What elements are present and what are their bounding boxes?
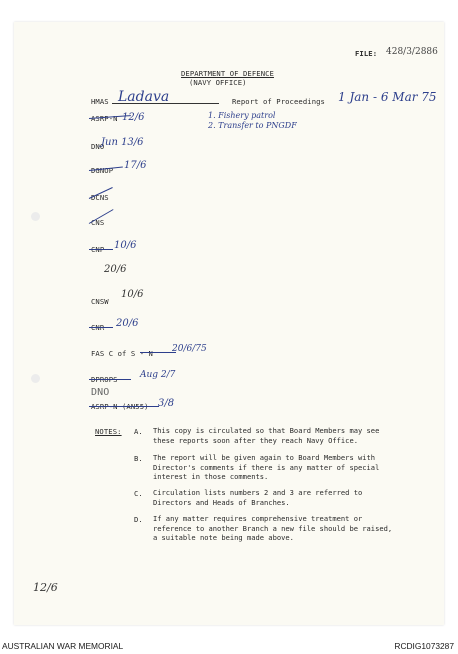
note-b-text: The report will be given again to Board Members with Director's comments if there is any matter of special interest in those comments. bbox=[153, 453, 380, 482]
subject-1: 1. Fishery patrol bbox=[208, 111, 276, 120]
ship-prefix: HMAS bbox=[91, 97, 109, 106]
circ-label-dprops: DPROPS bbox=[91, 375, 118, 384]
circ-strike-asrp-n-2 bbox=[89, 406, 159, 407]
report-period: 1 Jan - 6 Mar 75 bbox=[338, 90, 437, 104]
notes-title: NOTES: bbox=[95, 427, 122, 436]
note-d-text: If any matter requires comprehensive treatment or reference to another Branch a new file should be raised, a suitable note being made above. bbox=[153, 514, 393, 543]
circ-strike-cnp bbox=[89, 249, 113, 250]
circ-label-fas: FAS C of S - N bbox=[91, 349, 153, 358]
note-c-letter: C. bbox=[134, 489, 143, 498]
report-label: Report of Proceedings bbox=[232, 97, 325, 106]
circ-label-asrp-n: ASRP-N bbox=[91, 114, 118, 123]
note-b-letter: B. bbox=[134, 454, 143, 463]
ship-underline bbox=[112, 103, 219, 104]
file-number: 428/3/2886 bbox=[386, 47, 438, 57]
ship-name: Ladava bbox=[118, 89, 170, 105]
footer-record-id: RCDIG1073287 bbox=[394, 641, 454, 651]
punch-hole-top bbox=[31, 212, 40, 221]
circ-strike-cnr bbox=[89, 327, 113, 328]
subject-2: 2. Transfer to PNGDF bbox=[208, 121, 297, 130]
circ-note-blank: 20/6 bbox=[104, 264, 127, 275]
department-title: DEPARTMENT OF DEFENCE bbox=[181, 69, 274, 78]
circ-label-dcns: DCNS bbox=[91, 193, 109, 202]
circ-label-asrp-n-2: ASRP-N (AN55) bbox=[91, 402, 149, 411]
circ-label-cnr: CNR bbox=[91, 323, 105, 332]
department-subtitle: (NAVY OFFICE) bbox=[189, 78, 247, 87]
circ-label-dgnop: DGNOP bbox=[91, 166, 114, 175]
circ-strike-dprops bbox=[89, 379, 131, 380]
circ-note-cnsw: 10/6 bbox=[121, 289, 144, 300]
bottom-initial: 12/6 bbox=[33, 581, 58, 594]
circ-note-dprops: Aug 2/7 bbox=[140, 370, 176, 380]
circ-note-cnp: 10/6 bbox=[114, 240, 137, 251]
circ-note-asrp-n: 12/6 bbox=[122, 112, 145, 123]
circ-label-dno: DNO bbox=[91, 142, 105, 151]
circ-label-cnp: CNP bbox=[91, 245, 105, 254]
circ-note-dgnop: 17/6 bbox=[124, 160, 147, 171]
note-c-text: Circulation lists numbers 2 and 3 are referred to Directors and Heads of Branches. bbox=[153, 488, 363, 507]
circ-note-fas: 20/6/75 bbox=[172, 344, 207, 354]
note-a-letter: A. bbox=[134, 427, 143, 436]
circ-strike-fas bbox=[140, 352, 176, 353]
circ-label-cnsw: CNSW bbox=[91, 297, 109, 306]
circ-note-dno: Jun 13/6 bbox=[101, 137, 144, 148]
note-a-text: This copy is circulated so that Board Members may see these reports soon after they reach Navy Office. bbox=[153, 426, 380, 445]
punch-hole-bottom bbox=[31, 374, 40, 383]
circ-note-cnr: 20/6 bbox=[116, 318, 139, 329]
footer-institution: AUSTRALIAN WAR MEMORIAL bbox=[2, 641, 124, 651]
circ-note-asrp-n-2: 3/8 bbox=[158, 398, 175, 409]
note-d-letter: D. bbox=[134, 515, 143, 524]
file-label: FILE: bbox=[355, 49, 378, 58]
circ-label-cns: CNS bbox=[91, 218, 105, 227]
circ-label-dno-2: DNO bbox=[91, 387, 110, 398]
